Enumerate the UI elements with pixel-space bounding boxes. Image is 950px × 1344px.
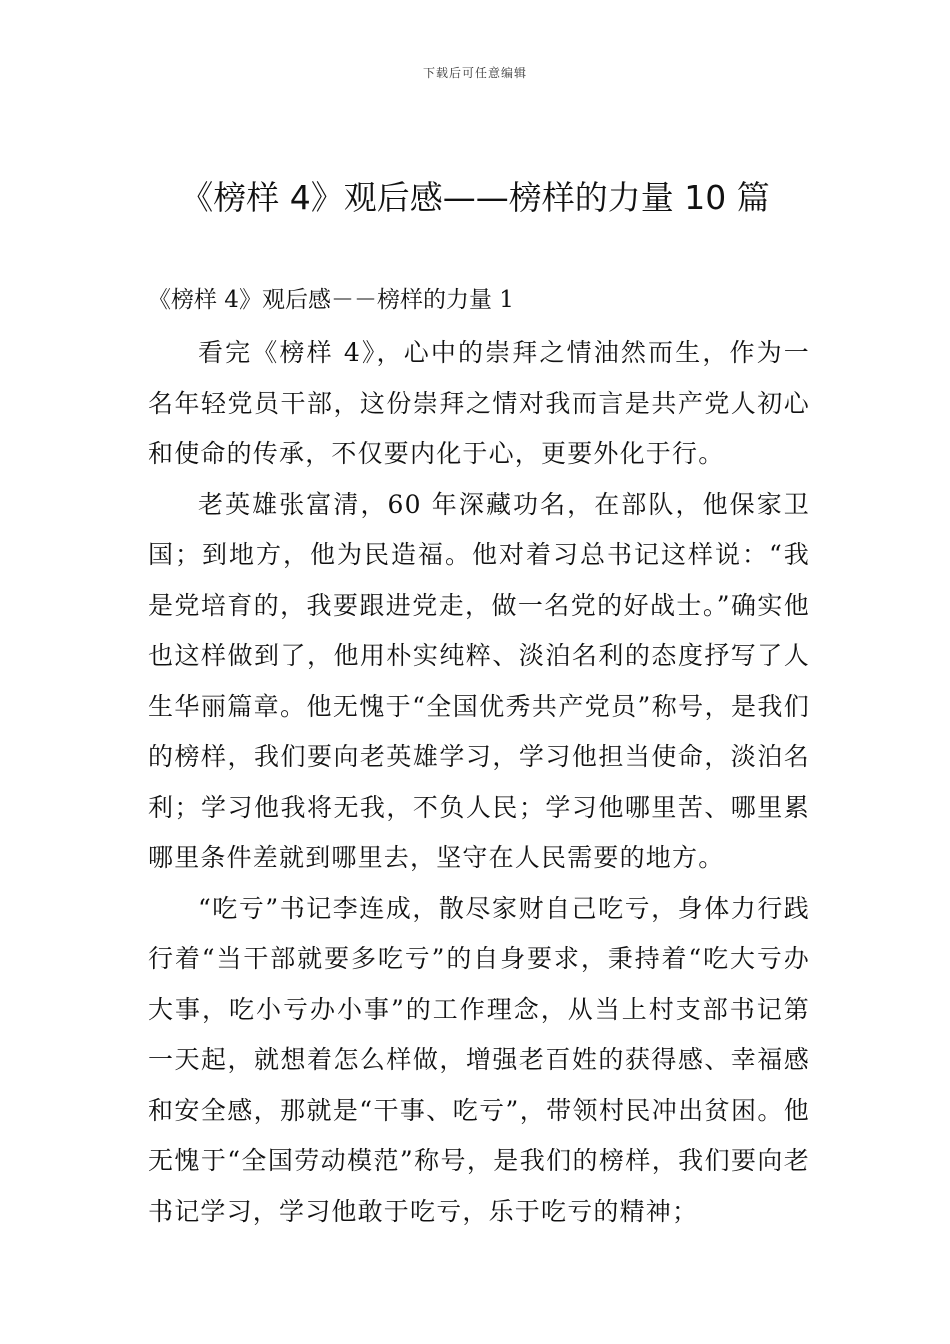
document-title: 《榜样 4》观后感——榜样的力量 10 篇 <box>180 178 770 217</box>
section-heading: 《榜样 4》观后感－－榜样的力量 1 <box>148 287 514 313</box>
body-text <box>148 328 810 1237</box>
paragraph-1: 看完《榜样 4》，心中的崇拜之情油然而生，作为一名年轻党员干部，这份崇拜之情对我而言是共产党人初心和使命的传承，不仅要内化于心，更要外化于行。 <box>148 338 810 468</box>
paragraph-3: “吃亏”书记李连成，散尽家财自己吃亏，身体力行践行着“当干部就要多吃亏”的自身要求，秉持着“吃大亏办大事，吃小亏办小事”的工作理念，从当上村支部书记第一天起，就想着怎么样做，增强老百姓的获得感、幸福感和安全感，那就是“干事、吃亏”，带领村民冲出贫困。他无愧于“全国劳动模范”称号，是我们的榜样，我们要向老书记学习，学习他敢于吃亏，乐于吃亏的精神； <box>148 893 810 1226</box>
paragraph-2: 老英雄张富清，60 年深藏功名，在部队，他保家卫国；到地方，他为民造福。他对着习总书记这样说：“我是党培育的，我要跟进党走，做一名党的好战士。”确实他也这样做到了，他用朴实纯粹、淡泊名利的态度抒写了人生华丽篇章。他无愧于“全国优秀共产党员”称号，是我们的榜样，我们要向老英雄学习，学习他担当使命，淡泊名利；学习他我将无我，不负人民；学习他哪里苦、哪里累哪里条件差就到哪里去，坚守在人民需要的地方。 <box>148 489 810 872</box>
header-note: 下载后可任意编辑 <box>422 66 527 80</box>
